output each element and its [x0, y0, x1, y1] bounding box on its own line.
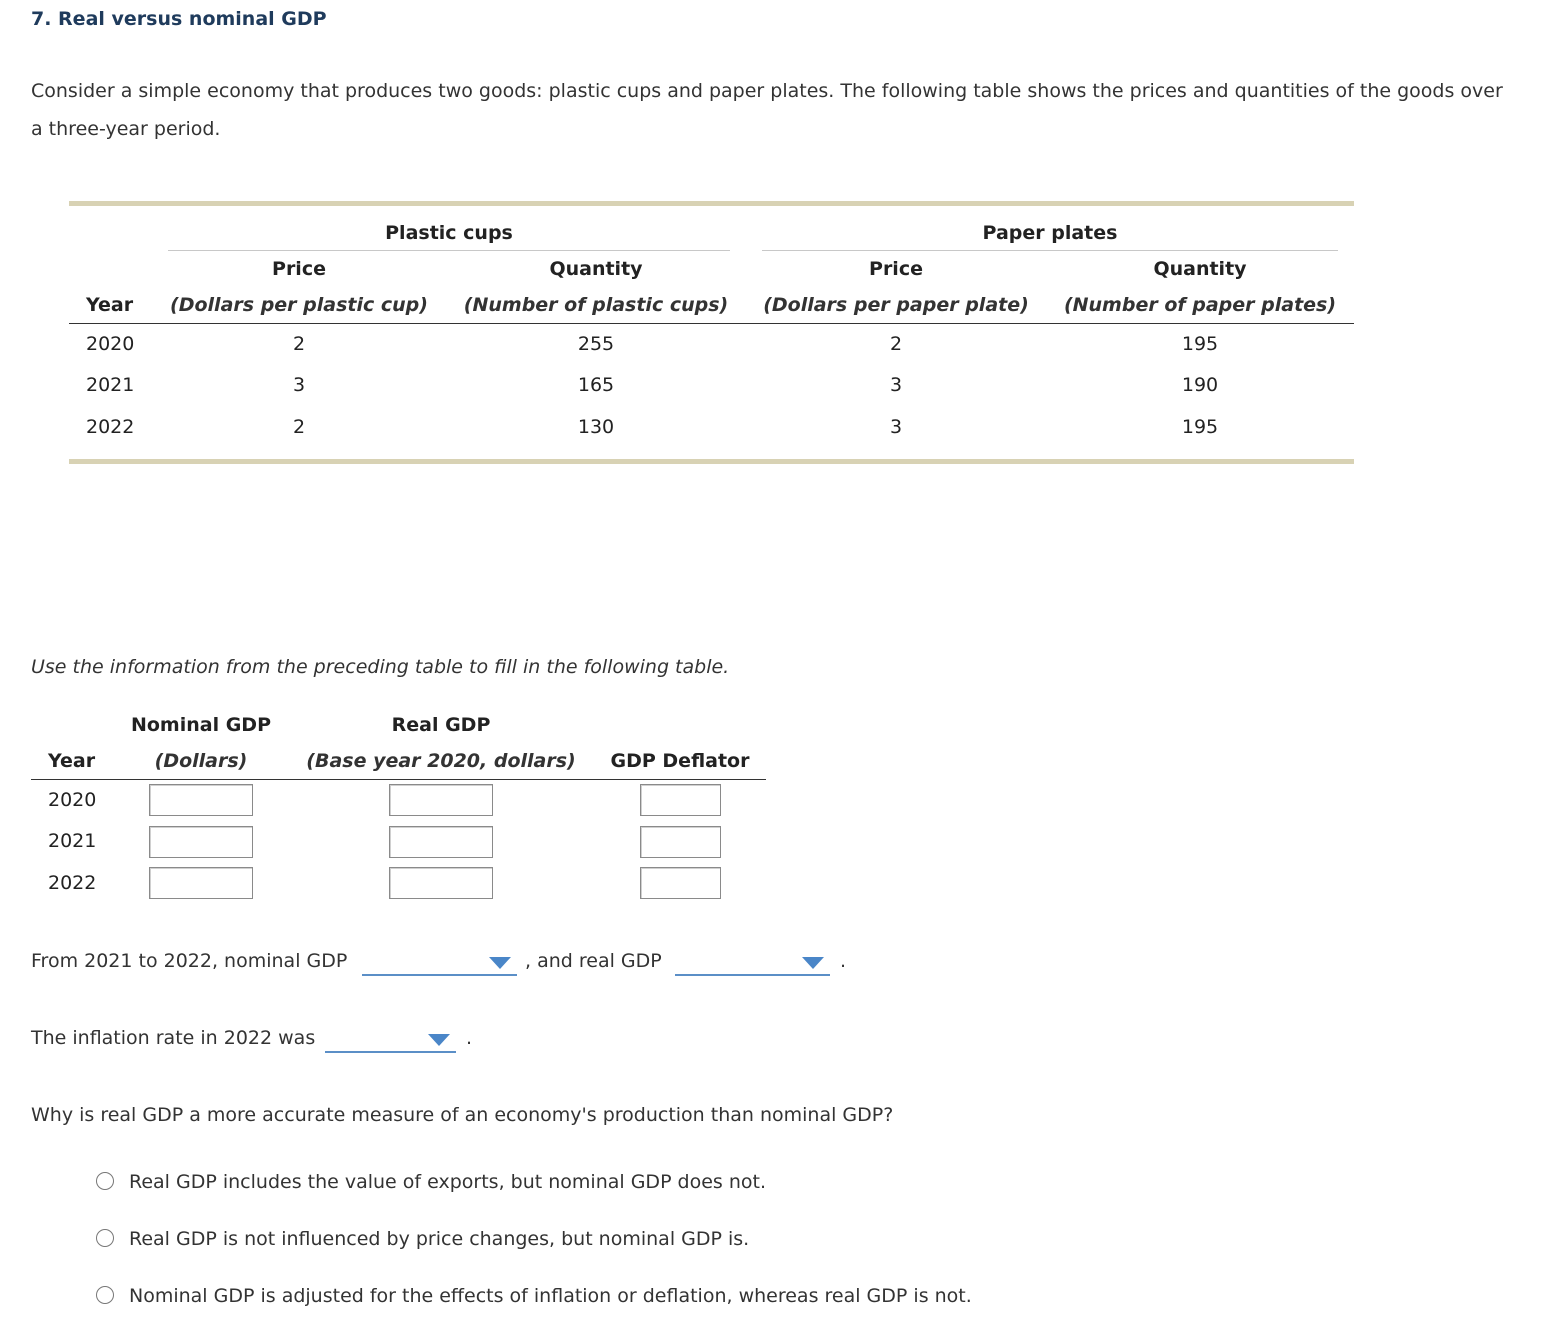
header-plate-price: Price: [869, 258, 923, 280]
gdp-deflator-2021-input[interactable]: [640, 826, 721, 858]
table-row-year: 2020: [48, 789, 97, 811]
q2-suffix: .: [466, 1027, 473, 1049]
table-cell: 190: [1181, 374, 1219, 396]
table-row-year: 2021: [86, 374, 135, 396]
chevron-down-icon: [489, 957, 511, 969]
header-year: Year: [48, 750, 96, 772]
group-underline-plates: [762, 250, 1338, 251]
table-bottom-rule: [69, 459, 1354, 464]
group-underline-cups: [168, 250, 730, 251]
unit-nominal-gdp: (Dollars): [154, 750, 248, 772]
nominal-gdp-2021-input[interactable]: [149, 826, 253, 858]
table-row-year: 2022: [48, 872, 97, 894]
header-cup-quantity: Quantity: [549, 258, 643, 280]
chevron-down-icon: [428, 1034, 450, 1046]
q1-suffix: .: [840, 950, 847, 972]
header-plate-quantity: Quantity: [1153, 258, 1247, 280]
unit-cup-price: (Dollars per plastic cup): [170, 294, 428, 316]
unit-cup-quantity: (Number of plastic cups): [463, 294, 729, 316]
group-header-plastic-cups: Plastic cups: [385, 222, 513, 244]
instruction-text: Use the information from the preceding table to fill in the following table.: [31, 656, 730, 678]
header-cup-price: Price: [272, 258, 326, 280]
header-rule: [69, 323, 1354, 324]
chevron-down-icon: [802, 957, 824, 969]
table-cell: 3: [889, 416, 903, 438]
q2-prefix: The inflation rate in 2022 was: [31, 1027, 316, 1049]
table-top-rule: [69, 201, 1354, 206]
table-cell: 195: [1181, 333, 1219, 355]
option-label-1[interactable]: Real GDP includes the value of exports, but nominal GDP does not.: [129, 1171, 767, 1193]
real-gdp-2022-input[interactable]: [389, 867, 493, 899]
header-year: Year: [86, 294, 134, 316]
radio-option-3[interactable]: [96, 1286, 114, 1304]
radio-option-2[interactable]: [96, 1229, 114, 1247]
table-cell: 165: [577, 374, 615, 396]
inflation-rate-dropdown[interactable]: [325, 1027, 456, 1053]
table-cell: 3: [292, 374, 306, 396]
real-gdp-2021-input[interactable]: [389, 826, 493, 858]
real-gdp-change-dropdown[interactable]: [675, 950, 830, 976]
nominal-gdp-2022-input[interactable]: [149, 867, 253, 899]
gdp-deflator-2020-input[interactable]: [640, 784, 721, 816]
option-label-2[interactable]: Real GDP is not influenced by price changes, but nominal GDP is.: [129, 1228, 750, 1250]
unit-real-gdp: (Base year 2020, dollars): [306, 750, 576, 772]
intro-paragraph: Consider a simple economy that produces two goods: plastic cups and paper plates. The following table shows the prices and quantities of the goods over a three-year period.: [31, 80, 1503, 140]
option-label-3[interactable]: Nominal GDP is adjusted for the effects of inflation or deflation, whereas real GDP is not.: [129, 1285, 972, 1307]
q1-prefix: From 2021 to 2022, nominal GDP: [31, 950, 348, 972]
table-cell: 255: [577, 333, 615, 355]
table-cell: 2: [889, 333, 903, 355]
gdp-deflator-2022-input[interactable]: [640, 867, 721, 899]
table-cell: 130: [577, 416, 615, 438]
table-cell: 2: [292, 416, 306, 438]
nominal-gdp-2020-input[interactable]: [149, 784, 253, 816]
table-cell: 195: [1181, 416, 1219, 438]
unit-plate-price: (Dollars per paper plate): [763, 294, 1029, 316]
table-row-year: 2022: [86, 416, 135, 438]
header-nominal-gdp: Nominal GDP: [130, 714, 272, 736]
table-row-year: 2020: [86, 333, 135, 355]
page-title: 7. Real versus nominal GDP: [31, 8, 327, 30]
unit-plate-quantity: (Number of paper plates): [1063, 294, 1337, 316]
group-header-paper-plates: Paper plates: [982, 222, 1118, 244]
header-real-gdp: Real GDP: [391, 714, 491, 736]
radio-option-1[interactable]: [96, 1172, 114, 1190]
header-gdp-deflator: GDP Deflator: [610, 750, 750, 772]
header-rule: [31, 779, 766, 780]
table-cell: 2: [292, 333, 306, 355]
nominal-gdp-change-dropdown[interactable]: [362, 950, 517, 976]
real-gdp-2020-input[interactable]: [389, 784, 493, 816]
table-row-year: 2021: [48, 830, 97, 852]
q1-middle: , and real GDP: [525, 950, 662, 972]
table-cell: 3: [889, 374, 903, 396]
q3-question: Why is real GDP a more accurate measure of an economy's production than nominal GDP?: [31, 1104, 894, 1126]
